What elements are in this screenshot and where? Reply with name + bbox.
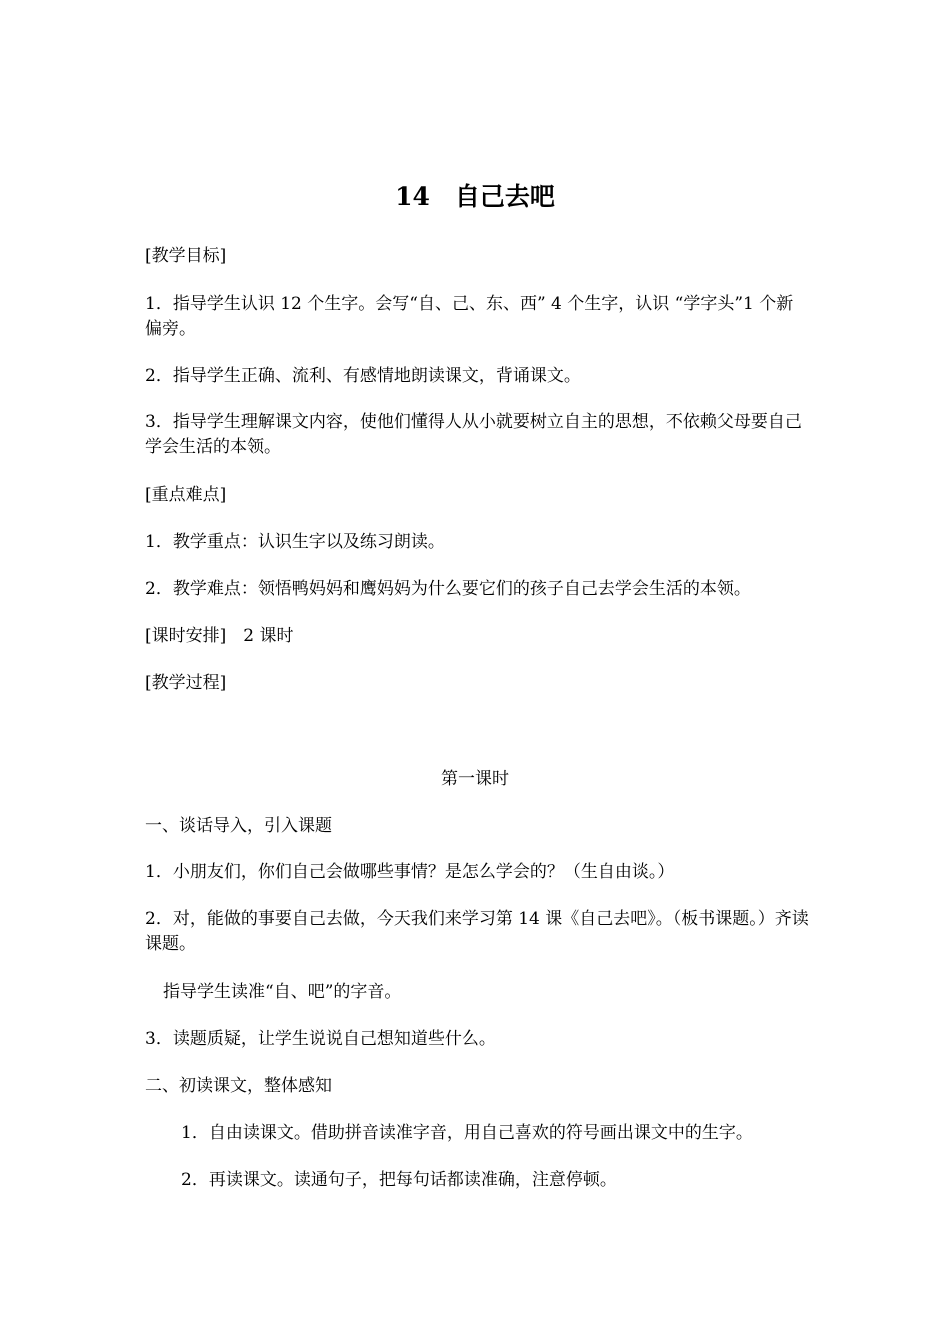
keypoints-heading: [重点难点] [145, 485, 227, 505]
keypoint-item-1: 1．教学重点：认识生字以及练习朗读。 [145, 532, 445, 552]
process-heading: [教学过程] [145, 673, 227, 693]
section2-item-2: 2．再读课文。读通句子，把每句话都读准确，注意停顿。 [181, 1170, 617, 1190]
section1-heading: 一、谈话导入，引入课题 [145, 816, 332, 836]
section1-item-note: 指导学生读准“自、吧”的字音。 [163, 982, 402, 1002]
objective-item-1: 1．指导学生认识 12 个生字。会写“自、己、东、西” 4 个生字，认识 “学字头”1 个新偏旁。 [145, 294, 794, 339]
keypoint-item-2: 2．教学难点：领悟鸭妈妈和鹰妈妈为什么要它们的孩子自己去学会生活的本领。 [145, 579, 751, 599]
objective-item-3: 3．指导学生理解课文内容，使他们懂得人从小就要树立自主的思想，不依赖父母要自己学会生活的本领。 [145, 412, 802, 457]
section2-heading: 二、初读课文，整体感知 [145, 1076, 332, 1096]
section1-item-3: 3．读题质疑，让学生说说自己想知道些什么。 [145, 1029, 496, 1049]
schedule-line: [课时安排] 2 课时 [145, 626, 294, 646]
lesson-heading: 第一课时 [441, 769, 509, 789]
objective-item-2: 2．指导学生正确、流利、有感情地朗读课文，背诵课文。 [145, 366, 581, 386]
objectives-heading: [教学目标] [145, 246, 227, 266]
section1-item-1: 1．小朋友们，你们自己会做哪些事情？是怎么学会的？（生自由谈。） [145, 862, 675, 882]
section1-item-2: 2．对，能做的事要自己去做，今天我们来学习第 14 课《自己去吧》。（板书课题。）齐读课题。 [145, 909, 809, 954]
section2-item-1: 1．自由读课文。借助拼音读准字音，用自己喜欢的符号画出课文中的生字。 [181, 1123, 753, 1143]
page-title: 14 自己去吧 [395, 182, 555, 211]
